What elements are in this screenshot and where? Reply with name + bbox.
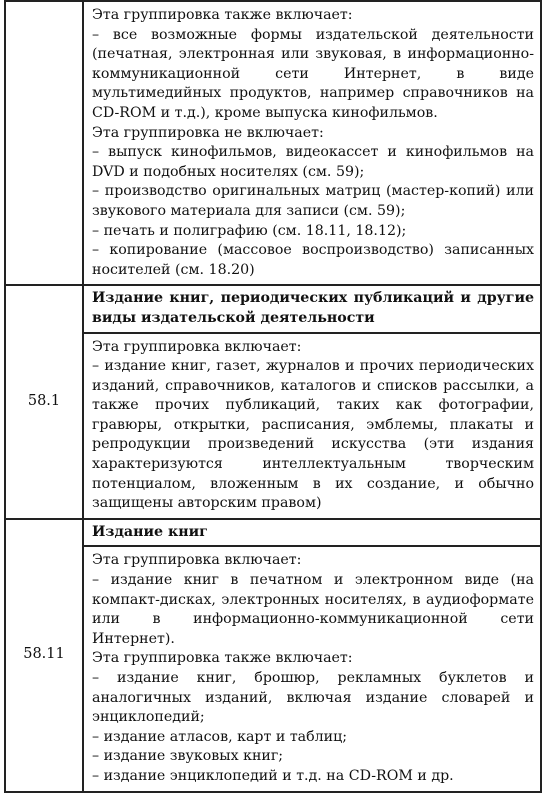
group-title: Издание книг [83, 519, 541, 547]
note-line: Эта группировка не включает: [92, 124, 324, 141]
group-title: Издание книг, периодических публикаций и другие виды издательской деятельности [83, 285, 541, 332]
code-cell-empty [5, 1, 83, 285]
description-cell [83, 1, 541, 285]
table-row [5, 546, 541, 791]
note-line: Эта группировка также включает: [92, 7, 353, 23]
note-line: – издание звуковых книг; [92, 748, 284, 765]
description-cell [83, 333, 541, 519]
table-row [5, 285, 541, 332]
note-line: Эта группировка включает: [92, 338, 302, 355]
note-line: – издание книг, газет, журналов и прочих периодических изданий, справочников, каталогов и списков рассылки, а также прочих публикаций, таких как фотографии, гравюры, открытки, расписания, эмблемы, плакаты и репродукции произведений искусства (эти издания характеризуются интеллектуальным творческим потенциалом, вложенным в их создание, и обычно защищены авторским правом) [92, 358, 534, 512]
table-row [5, 333, 541, 519]
note-line: – издание энциклопедий и т.д. на CD-ROM и др. [92, 767, 454, 784]
note-line: – выпуск кинофильмов, видеокассет и кинофильмов на DVD и подобных носителях (см. 59); [92, 144, 534, 180]
note-line: Эта группировка также включает: [92, 650, 353, 667]
note-line: – печать и полиграфию (см. 18.11, 18.12); [92, 222, 407, 239]
table-row [5, 519, 541, 547]
note-line: – все возможные формы издательской деятельности (печатная, электронная или звуковая, в информационно-коммуникационной сети Интернет, в виде мультимедийных продуктов, например справочников на CD-ROM и т.д.), кроме выпуска кинофильмов. [92, 26, 534, 121]
group-code: 58.11 [5, 519, 83, 792]
note-line: – издание атласов, карт и таблиц; [92, 728, 348, 745]
table-row [5, 1, 541, 285]
group-code: 58.1 [5, 285, 83, 519]
classification-table [4, 0, 542, 793]
description-cell [83, 546, 541, 791]
note-line: – издание книг, брошюр, рекламных буклетов и аналогичных изданий, включая издание словарей и энциклопедий; [92, 670, 534, 726]
note-line: – копирование (массовое воспроизводство) записанных носителей (см. 18.20) [92, 242, 534, 278]
note-line: – производство оригинальных матриц (мастер-копий) или звукового материала для записи (см. 59); [92, 183, 534, 219]
note-line: – издание книг в печатном и электронном виде (на компакт-дисках, электронных носителях, в аудиоформате или в информационно-коммуникационной сети Интернет). [92, 572, 534, 647]
note-line: Эта группировка включает: [92, 552, 302, 569]
